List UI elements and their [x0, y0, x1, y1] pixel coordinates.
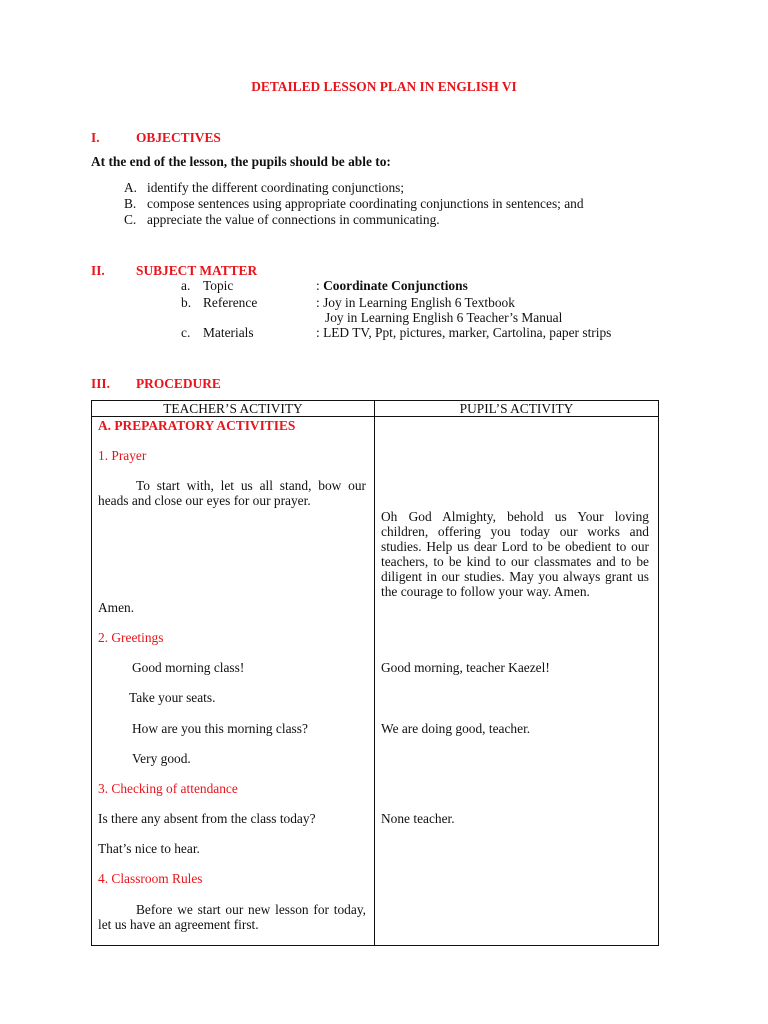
objectives-intro: At the end of the lesson, the pupils should be able to: [91, 154, 391, 169]
teacher-activity-header: TEACHER’S ACTIVITY [92, 401, 375, 417]
section-title-subject-matter: SUBJECT MATTER [136, 263, 258, 278]
objective-letter: B. [124, 196, 137, 211]
teacher-absent-question: Is there any absent from the class today? [98, 811, 316, 826]
teacher-take-seats: Take your seats. [129, 690, 216, 705]
subject-row-value [316, 295, 515, 310]
section-number-procedure: III. [91, 376, 110, 391]
section-number-objectives: I. [91, 130, 100, 145]
greetings-heading: 2. Greetings [98, 630, 164, 645]
objective-text: compose sentences using appropriate coordinating conjunctions in sentences; and [147, 196, 584, 211]
classroom-rules-text: Before we start our new lesson for today, let us have an agreement first. [98, 902, 366, 932]
classroom-rules-heading: 4. Classroom Rules [98, 871, 203, 886]
teacher-good-morning: Good morning class! [132, 660, 245, 675]
reference-value-2: Joy in Learning English 6 Teacher’s Manual [325, 310, 563, 325]
pupil-good-morning: Good morning, teacher Kaezel! [381, 660, 550, 675]
subject-row-colon: : [316, 278, 324, 293]
pupil-activity-cell [375, 417, 659, 946]
subject-row-label: Reference [203, 295, 258, 310]
pupil-activity-header: PUPIL’S ACTIVITY [375, 401, 659, 417]
teacher-amen: Amen. [98, 600, 135, 615]
subject-row-colon: : [316, 295, 324, 310]
objective-item [124, 212, 664, 227]
objective-item [124, 196, 664, 211]
subject-row-value [316, 325, 611, 340]
procedure-table [91, 400, 659, 946]
section-title-objectives: OBJECTIVES [136, 130, 221, 145]
prayer-heading: 1. Prayer [98, 448, 147, 463]
attendance-heading: 3. Checking of attendance [98, 781, 238, 796]
subject-row-letter: c. [181, 325, 191, 340]
preparatory-activities-heading: A. PREPARATORY ACTIVITIES [98, 418, 296, 433]
subject-row-label: Topic [203, 278, 234, 293]
table-row [92, 417, 659, 946]
section-number-subject-matter: II. [91, 263, 105, 278]
table-header-row [92, 401, 659, 417]
teacher-activity-cell [92, 417, 375, 946]
topic-value: Coordinate Conjunctions [323, 278, 468, 293]
subject-row-letter: b. [181, 295, 192, 310]
objective-letter: A. [124, 180, 138, 195]
pupil-prayer: Oh God Almighty, behold us Your loving children, offering you today our works and studies. Help us dear Lord to be obedient to our teachers, to be kind to our classmates and to be diligent in our studies. May you always grant us the courage to follow your way. Amen. [381, 509, 649, 599]
objective-text: identify the different coordinating conjunctions; [147, 180, 405, 195]
objective-letter: C. [124, 212, 137, 227]
section-title-procedure: PROCEDURE [136, 376, 221, 391]
pupil-doing-good: We are doing good, teacher. [381, 721, 531, 736]
subject-row-colon: : [316, 325, 324, 340]
subject-row-value [316, 278, 468, 293]
subject-row-letter: a. [181, 278, 191, 293]
teacher-how-are-you: How are you this morning class? [132, 721, 308, 736]
reference-value: Joy in Learning English 6 Textbook [323, 295, 515, 310]
prayer-instruction: To start with, let us all stand, bow our heads and close our eyes for our prayer. [98, 478, 366, 508]
objective-text: appreciate the value of connections in communicating. [147, 212, 440, 227]
objective-item [124, 180, 664, 195]
teacher-nice-to-hear: That’s nice to hear. [98, 841, 200, 856]
teacher-very-good: Very good. [132, 751, 191, 766]
subject-row-label: Materials [203, 325, 254, 340]
pupil-none: None teacher. [381, 811, 455, 826]
document-title: DETAILED LESSON PLAN IN ENGLISH VI [251, 79, 517, 94]
materials-value: LED TV, Ppt, pictures, marker, Cartolina, paper strips [323, 325, 612, 340]
